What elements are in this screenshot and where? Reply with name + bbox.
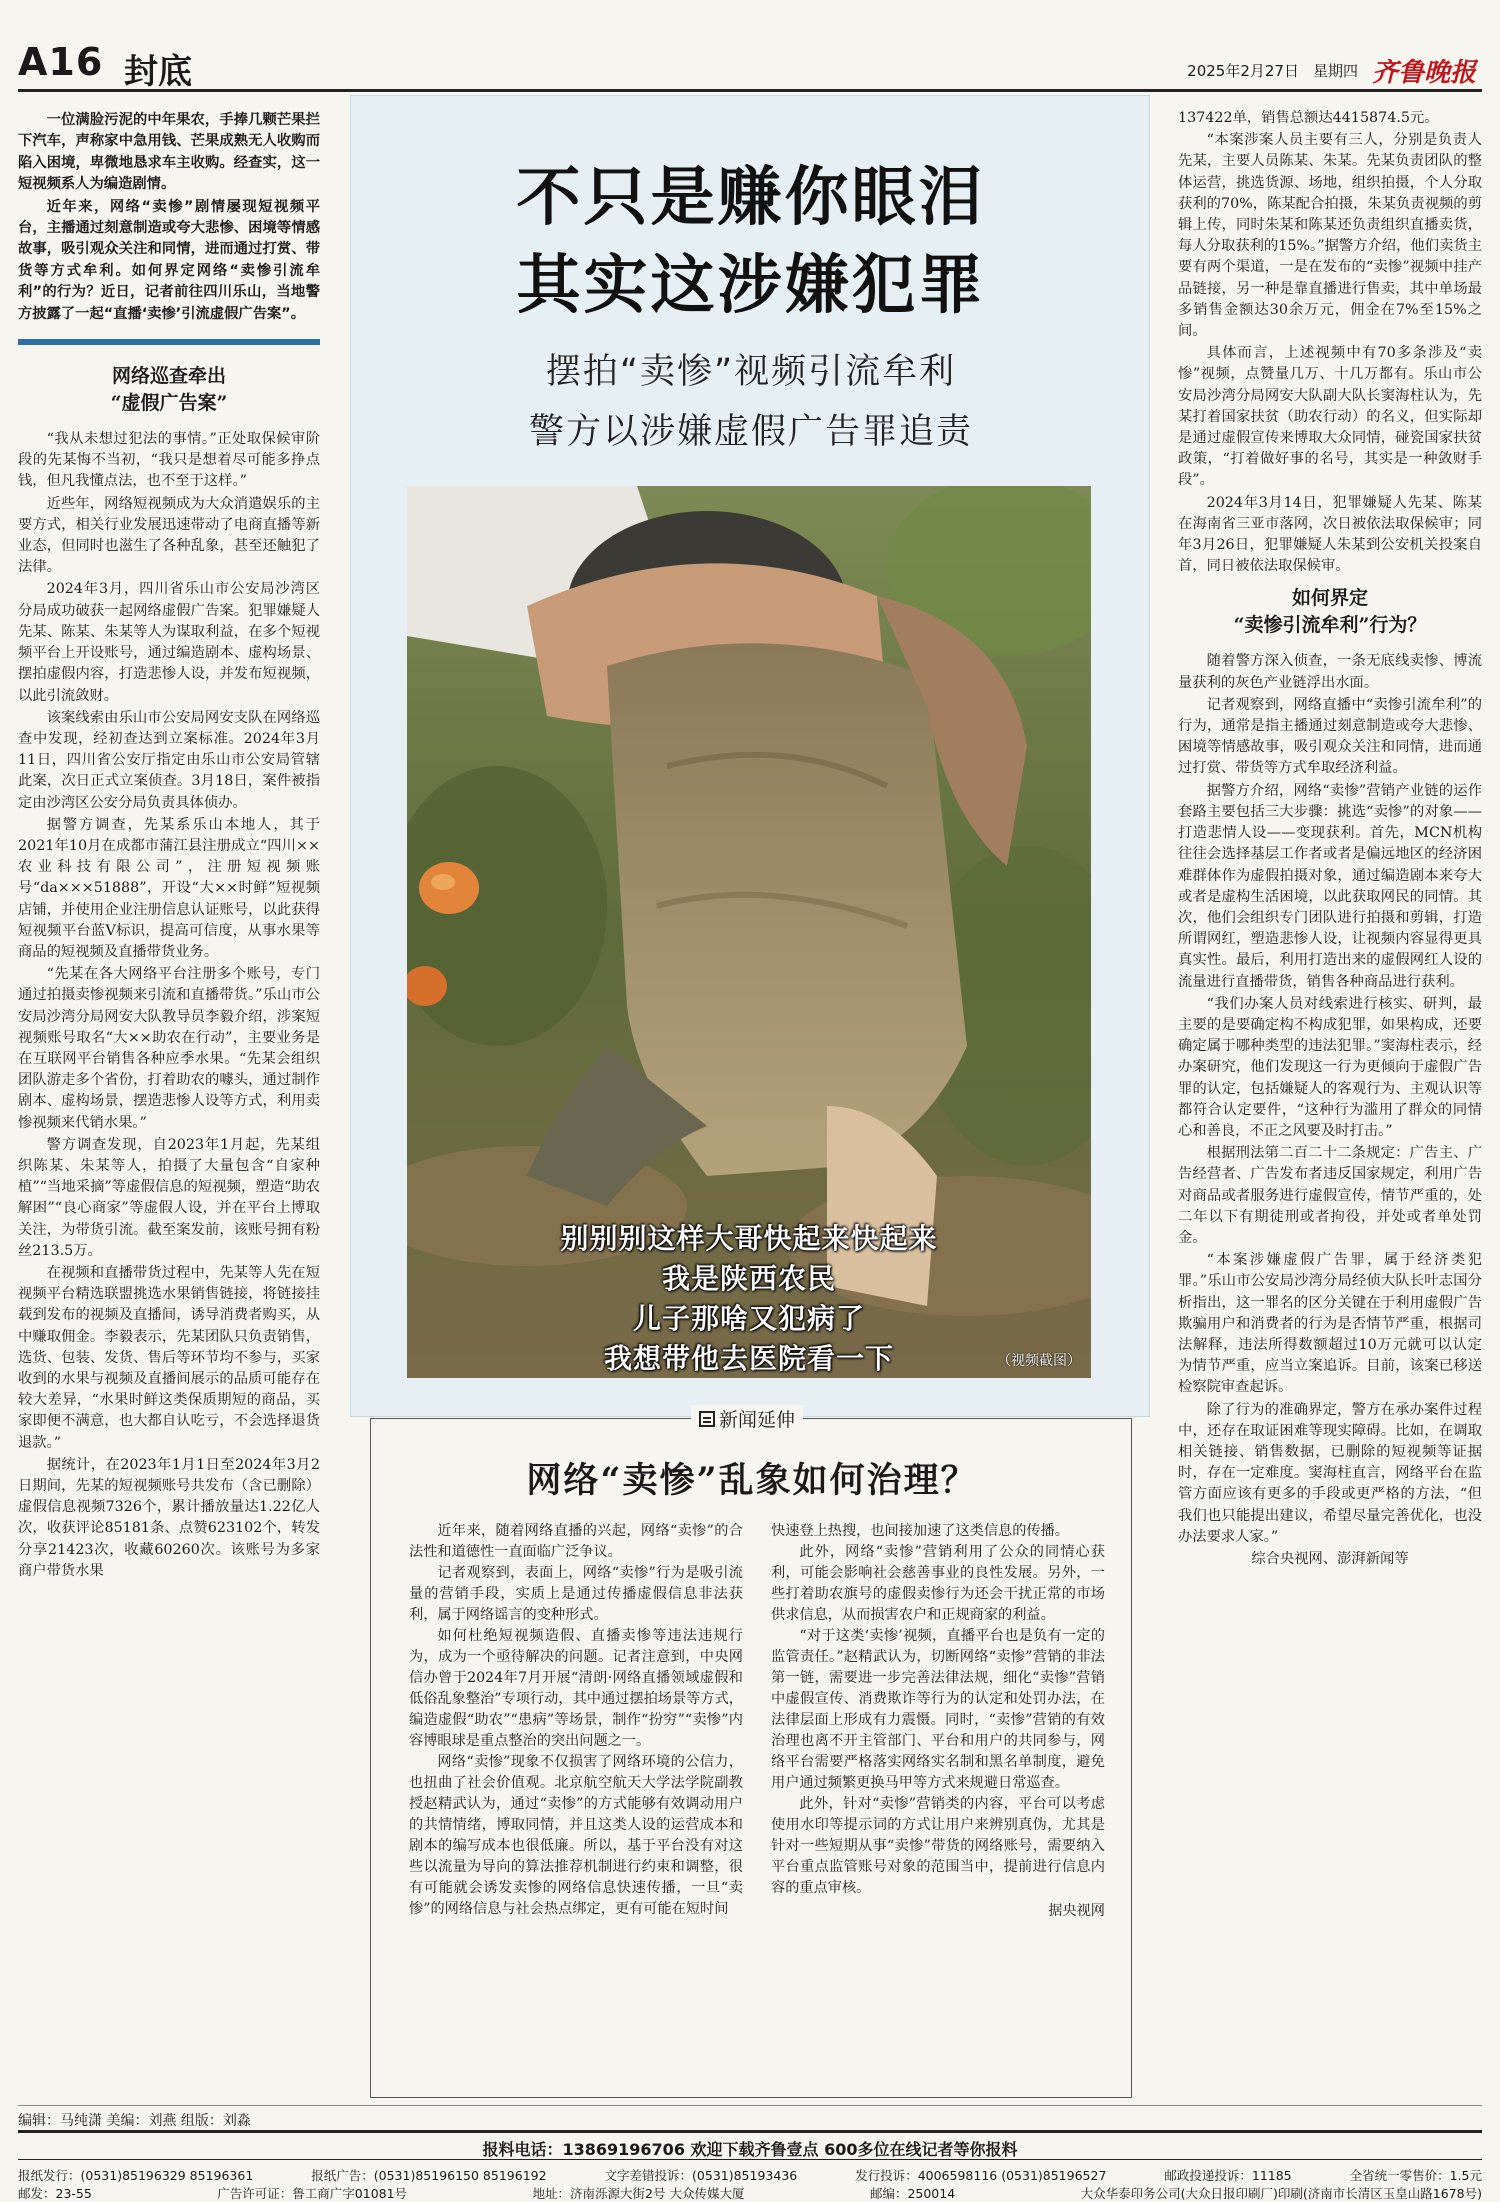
subhead-line: 如何界定 <box>1291 587 1368 610</box>
body-paragraph: 在视频和直播带货过程中，先某等人先在短视频平台精选联盟挑选水果销售链接，将链接挂载到发布的视频及直播间，诱导消费者购买，从中赚取佣金。李毅表示，先某团队只负责销售，选货、包装、发货、售后等环节均不参与，买家收到的水果与视频及直播间展示的品质可能存在较大差异，“水果时鲜这类保质期短的商品，买家即便不满意，也大都自认吃亏，不会选择退货退款。” <box>18 1264 320 1451</box>
brand-logo: 齐鲁晚报 <box>1371 58 1476 88</box>
page-number: A16 <box>18 40 104 84</box>
body-paragraph: 如何杜绝短视频造假、直播卖惨等违法违规行为，成为一个亟待解决的问题。记者注意到，中央网信办曾于2024年7月开展“清朗·网络直播领域虚假和低俗乱象整治”专项行动，其中通过摆拍场景等方式，编造虚假“助农”“患病”等场景，制作“扮穷”“卖惨”内容博眼球是重点整治的突出问题之一。 <box>409 1628 743 1749</box>
body-paragraph: “本案涉案人员主要有三人，分别是负责人先某，主要人员陈某、朱某。先某负责团队的整体运营，挑选货源、场地，组织拍摄，个人分取获利的70%，陈某配合拍摄，朱某负责视频的剪辑上传，同时朱某和陈某还负责组织直播卖货，每人分取获利的15%。”据警方介绍，他们卖货主要有两个渠道，一是在发布的“卖惨”视频中挂产品链接，另一种是靠直播进行售卖，其中单场最多销售金额达30余万元，佣金在7%至15%之间。 <box>1178 132 1482 340</box>
body-paragraph: 2024年3月，四川省乐山市公安局沙湾区分局成功破获一起网络虚假广告案。犯罪嫌疑人先某、陈某、朱某等人为谋取利益，在多个短视频平台上开设账号，通过编造剧本、虚构场景、摆拍虚假内容，打造悲惨人设，并发布短视频，以此引流敛财。 <box>18 581 320 704</box>
header-info <box>1187 52 1476 89</box>
masthead <box>18 40 1482 92</box>
subtitle-overlay <box>407 1219 1091 1378</box>
extension-tag <box>691 1405 803 1432</box>
footer-info-item: 邮发：23-55 <box>18 2186 92 2201</box>
page-name: 封底 <box>124 52 192 92</box>
body-paragraph: 具体而言，上述视频中有70多条涉及“卖惨”视频，点赞量几万、十几万都有。乐山市公安局沙湾分局网安大队副大队长窦海柱认为，先某打着国家扶贫（助农行动）的名义，但实际却是通过虚假宣传来博取大众同情，碰瓷国家扶贫政策，“打着做好事的名号，其实是一种敛财手段”。 <box>1178 345 1482 489</box>
subhead-line: “卖惨引流牟利”行为？ <box>1233 614 1427 637</box>
footer-info-item: 文字差错投诉：(0531)85193436 <box>604 2168 798 2183</box>
lead-paragraph: 近年来，网络“卖惨”剧情屡现短视频平台，主播通过刻意制造或夸大悲惨、困境等情感故事，吸引观众关注和同情，进而通过打赏、带货等方式牟利。如何界定网络“卖惨引流牟利”的行为？近日，记者前往四川乐山，当地警方披露了一起“直播‘卖惨’引流虚假广告案”。 <box>18 198 320 322</box>
lead-paragraphs <box>18 110 320 325</box>
footer-info-item: 发行投诉：4006598116 (0531)85196527 <box>855 2168 1107 2183</box>
subhead-line: “虚假广告案” <box>110 392 228 415</box>
body-paragraph: “先某在各大网络平台注册多个账号，专门通过拍摄卖惨视频来引流和直播带货。”乐山市公安局沙湾分局网安大队教导员李毅介绍，涉案短视频账号取名“大××助农在行动”，主要业务是在互联网平台销售各种应季水果。“先某会组织团队游走多个省份，打着助农的噱头，通过制作剧本、虚构场景，摆造悲惨人设等方式，利用卖惨视频来代销水果。” <box>18 966 320 1131</box>
footer-info-item: 邮编：250014 <box>869 2186 956 2201</box>
subtitle-line: 别别别这样大哥快起来快起来 <box>560 1222 938 1255</box>
footer-info-item: 大众华泰印务公司(大众日报印刷厂)印刷(济南市长清区玉皇山路1678号) <box>1080 2186 1482 2201</box>
deck-line-2: 警方以涉嫌虚假广告罪追责 <box>528 412 973 452</box>
body-paragraph: 137422单，销售总额达4415874.5元。 <box>1178 110 1439 126</box>
body-paragraph: “我从未想过犯法的事情。”正处取保候审阶段的先某悔不当初，“我只是想着尽可能多挣点钱，但凡我懂点法，也不至于这样。” <box>18 431 320 490</box>
issue-date: 2025年2月27日 <box>1187 62 1299 80</box>
extension-tag-label: 新闻延伸 <box>719 1409 796 1431</box>
headline-line-2: 其实这涉嫌犯罪 <box>516 248 986 323</box>
extension-title: 网络“卖惨”乱象如何治理？ <box>526 1460 978 1501</box>
body-paragraph: 该案线索由乐山市公安局网安支队在网络巡查中发现，经初查达到立案标准。2024年3月11日，四川省公安厅指定由乐山市公安局管辖此案，次日正式立案侦查。3月18日，案件被指定由沙湾区公安分局负责具体侦办。 <box>18 709 320 811</box>
body-paragraph: “本案涉嫌虚假广告罪，属于经济类犯罪。”乐山市公安局沙湾分局经侦大队长叶志国分析指出，这一罪名的区分关键在于利用虚假广告欺骗用户和消费者的行为是否情节严重，根据司法解释，违法所得数额超过10万元就可以认定为情节严重，应当立案追诉。目前，该案已移送检察院审查起诉。 <box>1178 1252 1482 1396</box>
article-source: 综合央视网、澎湃新闻等 <box>1251 1551 1409 1567</box>
body-paragraph: 近年来，随着网络直播的兴起，网络“卖惨”的合法性和道德性一直面临广泛争议。 <box>409 1523 743 1560</box>
editor-credits: 编辑：马纯潇 美编：刘燕 组版：刘淼 <box>18 2105 1482 2129</box>
body-paragraph: 快速登上热搜，也间接加速了这类信息的传播。 <box>771 1523 1069 1539</box>
subhead-line: 网络巡查牵出 <box>111 365 226 388</box>
body-paragraph: 除了行为的准确界定，警方在承办案件过程中，还存在取证困难等现实障碍。比如，在调取相关链接、销售数据，已删除的短视频等证据时，存在一定难度。窦海柱直言，网络平台在监管方面应该有更多的手段或更严格的方法，“但我们也只能提出建议，希望尽量完善优化，也没办法要求人家。” <box>1178 1401 1482 1545</box>
headline-line-1: 不只是赚你眼泪 <box>516 160 986 235</box>
left-column <box>18 110 320 1583</box>
footer-info-line-2 <box>18 2184 1482 2202</box>
body-paragraph: 此外，针对“卖惨”营销类的内容，平台可以考虑使用水印等提示词的方式让用户来辨别真伪，尤其是针对一些短期从事“卖惨”带货的网络账号，需要纳入平台重点监管账号对象的范围当中，提前进行信息内容的重点审核。 <box>771 1796 1105 1896</box>
body-paragraph: 警方调查发现，自2023年1月起，先某组织陈某、朱某等人，拍摄了大量包含“自家种植”“当地采摘”等虚假信息的短视频，塑造“助农解困”“良心商家”等虚假人设，并在平台上博取关注，为带货引流。截至案发前，该账号拥有粉丝213.5万。 <box>18 1136 320 1259</box>
footer-info-item: 报纸发行：(0531)85196329 85196361 <box>18 2168 254 2183</box>
deck-line-1: 摆拍“卖惨”视频引流牟利 <box>545 352 957 392</box>
photo-credit: （视频截图） <box>997 1353 1081 1369</box>
feature-block <box>350 95 1150 1417</box>
body-paragraph: 据警方介绍，网络“卖惨”营销产业链的运作套路主要包括三大步骤：挑选“卖惨”的对象——打造悲情人设——变现获利。首先，MCN机构往往会选择基层工作者或者是偏远地区的经济困难群体作为虚假拍摄对象，通过编造剧本来夸大或者是虚构生活困境，以此获取网民的同情。其次，他们会组织专门团队进行拍摄和剪辑，打造所谓网红，塑造悲惨人设，让视频内容显得更具真实性。最后，利用打造出来的虚假网红人设的流量进行直播带货，销售各种商品进行获利。 <box>1178 782 1482 990</box>
footer-info-item: 广告许可证：鲁工商广字01081号 <box>217 2186 408 2201</box>
section-divider <box>18 339 320 345</box>
footer-info-item: 报纸广告：(0531)85196150 85196192 <box>311 2168 547 2183</box>
body-paragraph: 据统计，在2023年1月1日至2024年3月2日期间，先某的短视频账号共发布（含已删除）虚假信息视频7326个，累计播放量达1.22亿人次，收获评论85181条、点赞623102个，转发分享21423次，收藏60260次。该账号为多家商户带货水果 <box>18 1456 320 1579</box>
footer-info-item: 地址：济南泺源大街2号 大众传媒大厦 <box>532 2186 745 2201</box>
body-paragraph: 据警方调查，先某系乐山本地人，其于2021年10月在成都市蒲江县注册成立“四川××农业科技有限公司”，注册短视频账号“da×××51888”，开设“大××时鲜”短视频店铺，并使用企业注册信息认证账号，以此获得短视频平台蓝V标识，提高可信度，从事水果等商品的短视频及直播带货业务。 <box>18 816 320 960</box>
extension-column-1 <box>409 1521 743 1922</box>
extension-source: 据央视网 <box>1048 1903 1105 1919</box>
footer-info-line-1 <box>18 2166 1482 2184</box>
body-paragraph: “我们办案人员对线索进行核实、研判，最主要的是要确定构不构成犯罪，如果构成，还要确定属于哪种类型的违法犯罪。”窦海柱表示，经办案研究，他们发现这一行为更倾向于虚假广告罪的认定，包括嫌疑人的客观行为、主观认识等都符合认定要件，“这种行为滥用了群众的同情心和善良，不正之风要及时打击。” <box>1178 995 1482 1139</box>
body-paragraph: 网络“卖惨”现象不仅损害了网络环境的公信力，也扭曲了社会价值观。北京航空航天大学法学院副教授赵精武认为，通过“卖惨”的方式能够有效调动用户的共情情绪，博取同情，并且这类人设的运营成本和剧本的编写成本也很低廉。所以，基于平台没有对这些以流量为导向的算法推荐机制进行约束和调整，很有可能就会诱发卖惨的网络信息快速传播，一旦“卖惨”的网络信息与社会热点绑定，更有可能在短时间 <box>409 1754 743 1917</box>
section-subhead <box>18 363 320 417</box>
tip-hotline: 报料电话：13869196706 欢迎下载齐鲁壹点 600多位在线记者等你报料 <box>18 2130 1482 2160</box>
right-column <box>1178 108 1482 1570</box>
subtitle-line: 我想带他去医院看一下 <box>603 1342 894 1375</box>
extension-column-2 <box>771 1521 1105 1922</box>
body-paragraph: 2024年3月14日，犯罪嫌疑人先某、陈某在海南省三亚市落网，次日被依法取保候审；同年3月26日，犯罪嫌疑人朱某到公安机关投案自首，同日被依法取保候审。 <box>1178 494 1482 575</box>
body-paragraph: “对于这类‘卖惨’视频，直播平台也是负有一定的监管责任。”赵精武认为，切断网络“卖惨”营销的非法第一链，需要进一步完善法律法规，细化“卖惨”营销中虚假宣传、消费欺诈等行为的认定和处罚办法，在法律层面上形成有力震慑。同时，“卖惨”营销的有效治理也离不开主管部门、平台和用户的共同参与，网络平台需要严格落实网络实名制和黑名单制度，避免用户通过频繁更换马甲等方式来规避日常巡查。 <box>771 1628 1105 1791</box>
body-paragraph: 此外，网络“卖惨”营销利用了公众的同情心获利，可能会影响社会慈善事业的良性发展。另外，一些打着助农旗号的虚假卖惨行为还会干扰正常的市场供求信息，从而损害农户和正规商家的利益。 <box>771 1544 1105 1623</box>
body-paragraph: 近些年，网络短视频成为大众消遣娱乐的主要方式，相关行业发展迅速带动了电商直播等新业态，但同时也滋生了各种乱象，甚至还触犯了法律。 <box>18 495 320 576</box>
body-paragraph: 记者观察到，网络直播中“卖惨引流牟利”的行为，通常是指主播通过刻意制造或夸大悲惨、困境等情感故事，吸引观众关注和同情，进而通过打赏、带货等方式牟取经济利益。 <box>1178 696 1482 777</box>
subtitle-line: 我是陕西农民 <box>661 1262 836 1295</box>
body-paragraph: 随着警方深入侦查，一条无底线卖惨、博流量获利的灰色产业链浮出水面。 <box>1178 653 1482 691</box>
body-paragraph: 记者观察到，表面上，网络“卖惨”行为是吸引流量的营销手段，实质上是通过传播虚假信息非法获利，属于网络谣言的变种形式。 <box>409 1565 743 1623</box>
extension-columns <box>409 1521 1105 1922</box>
footer-info-item: 邮政投递投诉：11185 <box>1164 2168 1292 2183</box>
body-paragraph: 根据刑法第二百二十二条规定：广告主、广告经营者、广告发布者违反国家规定，利用广告对商品或者服务进行虚假宣传，情节严重的，处二年以下有期徒刑或者拘役，并处或者单处罚金。 <box>1178 1145 1482 1246</box>
subtitle-line: 儿子那啥又犯病了 <box>632 1302 865 1335</box>
newspaper-icon <box>699 1411 715 1427</box>
lead-paragraph: 一位满脸污泥的中年果农，手捧几颗芒果拦下汽车，声称家中急用钱、芒果成熟无人收购而陷入困境，卑微地恳求车主收购。经查实，这一短视频系人为编造剧情。 <box>18 112 320 193</box>
section-subhead <box>1178 585 1482 639</box>
news-extension-box <box>370 1409 1132 2098</box>
video-screenshot-photo <box>407 486 1091 1378</box>
footer-info-item: 全省统一零售价：1.5元 <box>1349 2168 1482 2183</box>
issue-weekday: 星期四 <box>1312 62 1358 80</box>
